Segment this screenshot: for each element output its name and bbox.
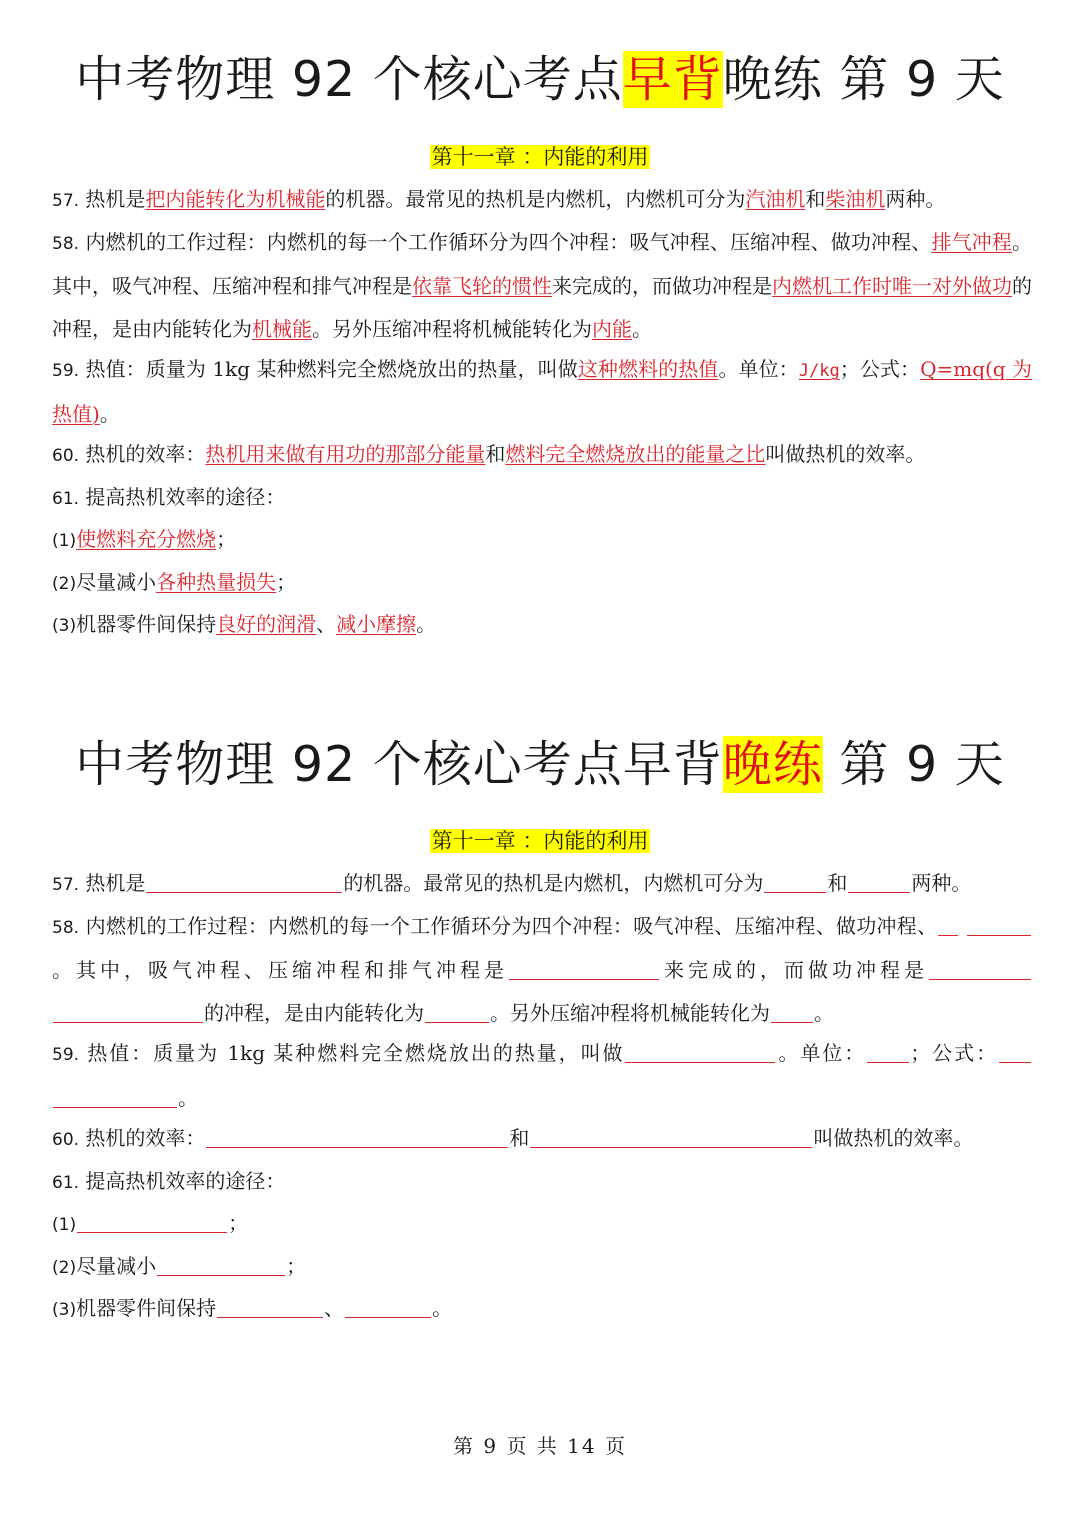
answer: 排气冲程: [931, 229, 1012, 254]
answer: 使燃料充分燃烧: [76, 527, 217, 551]
answer: 内能: [592, 316, 632, 341]
item-61: 61. 提高热机效率的途径：: [52, 484, 286, 509]
fill-blank[interactable]: [929, 978, 1031, 980]
answer: 减小摩擦: [336, 612, 417, 636]
fill-blank[interactable]: [206, 1146, 508, 1148]
way-2: (2)尽量减小 ；: [52, 1253, 307, 1278]
fill-blank[interactable]: [967, 934, 1031, 936]
practice-section: [52, 862, 1032, 1330]
fill-blank[interactable]: [345, 1316, 431, 1318]
title-day: 第 9 天: [822, 736, 1005, 793]
answer: 把内能转化为机械能: [145, 187, 326, 211]
fill-blank[interactable]: [999, 1061, 1031, 1063]
title-highlight-evening: 晚练: [722, 736, 823, 793]
answer: J/kg: [798, 361, 840, 381]
way-2: (2)尽量减小各种热量损失；: [52, 569, 297, 594]
item-59: 59. 热值：质量为 1kg 某种燃料完全燃烧放出的热量，叫做这种燃料的热值。单位：J/kg；公式：Q=mq(q 为热值)。: [52, 357, 1033, 426]
title-morning-plain: 早背: [622, 736, 723, 793]
answer: 燃料完全燃烧放出的能量之比: [505, 442, 766, 466]
answer-section: [52, 178, 1032, 646]
fill-blank[interactable]: [509, 978, 659, 980]
answer: 内燃机工作时唯一对外做功: [772, 274, 1012, 298]
item-57: 57. 热机是把内能转化为机械能的机器。最常见的热机是内燃机，内燃机可分为汽油机和柴油机两种。: [52, 187, 946, 211]
page-number: 第 9 页 共 14 页: [453, 1434, 627, 1458]
title-text: 中考物理 92 个核心考点: [75, 51, 623, 108]
fill-blank[interactable]: [848, 891, 910, 893]
answer: 这种燃料的热值: [577, 357, 719, 381]
item-61: 61. 提高热机效率的途径：: [52, 1168, 286, 1193]
fill-blank[interactable]: [530, 1146, 812, 1148]
fill-blank[interactable]: [867, 1061, 909, 1063]
item-58: 58. 内燃机的工作过程：内燃机的每一个工作循环分为四个冲程：吸气冲程、压缩冲程、做功冲程、 。其中，吸气冲程、压缩冲程和排气冲程是 来完成的，而做功冲程是 的冲程，是由内能转化为 。另外压缩冲程将机械能转化为 。: [52, 905, 1032, 1033]
title-evening: [0, 735, 1080, 795]
item-58: 58. 内燃机的工作过程：内燃机的每一个工作循环分为四个冲程：吸气冲程、压缩冲程、做功冲程、排气冲程。其中，吸气冲程、压缩冲程和排气冲程是依靠飞轮的惯性来完成的，而做功冲程是内燃机工作时唯一对外做功的冲程，是由内能转化为机械能。另外压缩冲程将机械能转化为内能。: [52, 229, 1032, 341]
title-morning: [0, 50, 1080, 110]
fill-blank[interactable]: [771, 1021, 813, 1023]
way-1: (1) ；: [52, 1211, 249, 1235]
answer: 良好的润滑: [216, 612, 317, 636]
fill-blank[interactable]: [53, 1106, 177, 1108]
item-59: 59. 热值：质量为 1kg 某种燃料完全燃烧放出的热量，叫做 。单位： ；公式： 。: [52, 1032, 1032, 1117]
answer: 汽油机: [745, 187, 806, 211]
item-57: 57. 热机是 的机器。最常见的热机是内燃机，内燃机可分为 和 两种。: [52, 871, 972, 895]
fill-blank[interactable]: [938, 934, 958, 936]
answer: 各种热量损失: [156, 569, 277, 594]
item-60: 60. 热机的效率：热机用来做有用功的那部分能量和燃料完全燃烧放出的能量之比叫做热机的效率。: [52, 442, 926, 466]
title-evening-plain: 晚练: [722, 51, 823, 108]
fill-blank[interactable]: [217, 1316, 323, 1318]
fill-blank[interactable]: [53, 1021, 203, 1023]
fill-blank[interactable]: [157, 1274, 285, 1276]
title-highlight-morning: 早背: [622, 51, 723, 108]
answer: 热机用来做有用功的那部分能量: [205, 442, 486, 466]
fill-blank[interactable]: [146, 891, 342, 893]
way-3: (3)机器零件间保持良好的润滑、减小摩擦。: [52, 612, 437, 636]
answer: 机械能: [252, 316, 312, 341]
chapter-heading: 第十一章 ：内能的利用: [431, 829, 649, 853]
answer: 依靠飞轮的惯性: [412, 274, 552, 298]
title-day: 第 9 天: [822, 51, 1005, 108]
item-60: 60. 热机的效率： 和 叫做热机的效率。: [52, 1126, 974, 1150]
way-1: (1)使燃料充分燃烧；: [52, 527, 237, 551]
fill-blank[interactable]: [625, 1061, 775, 1063]
fill-blank[interactable]: [77, 1231, 227, 1233]
answer: Q=mq(q 为热值): [52, 357, 1033, 426]
chapter-heading: 第十一章 ：内能的利用: [431, 145, 649, 169]
fill-blank[interactable]: [764, 891, 826, 893]
way-3: (3)机器零件间保持 、 。: [52, 1296, 453, 1320]
fill-blank[interactable]: [425, 1021, 489, 1023]
title-text: 中考物理 92 个核心考点: [75, 736, 623, 793]
answer: 柴油机: [825, 187, 886, 211]
